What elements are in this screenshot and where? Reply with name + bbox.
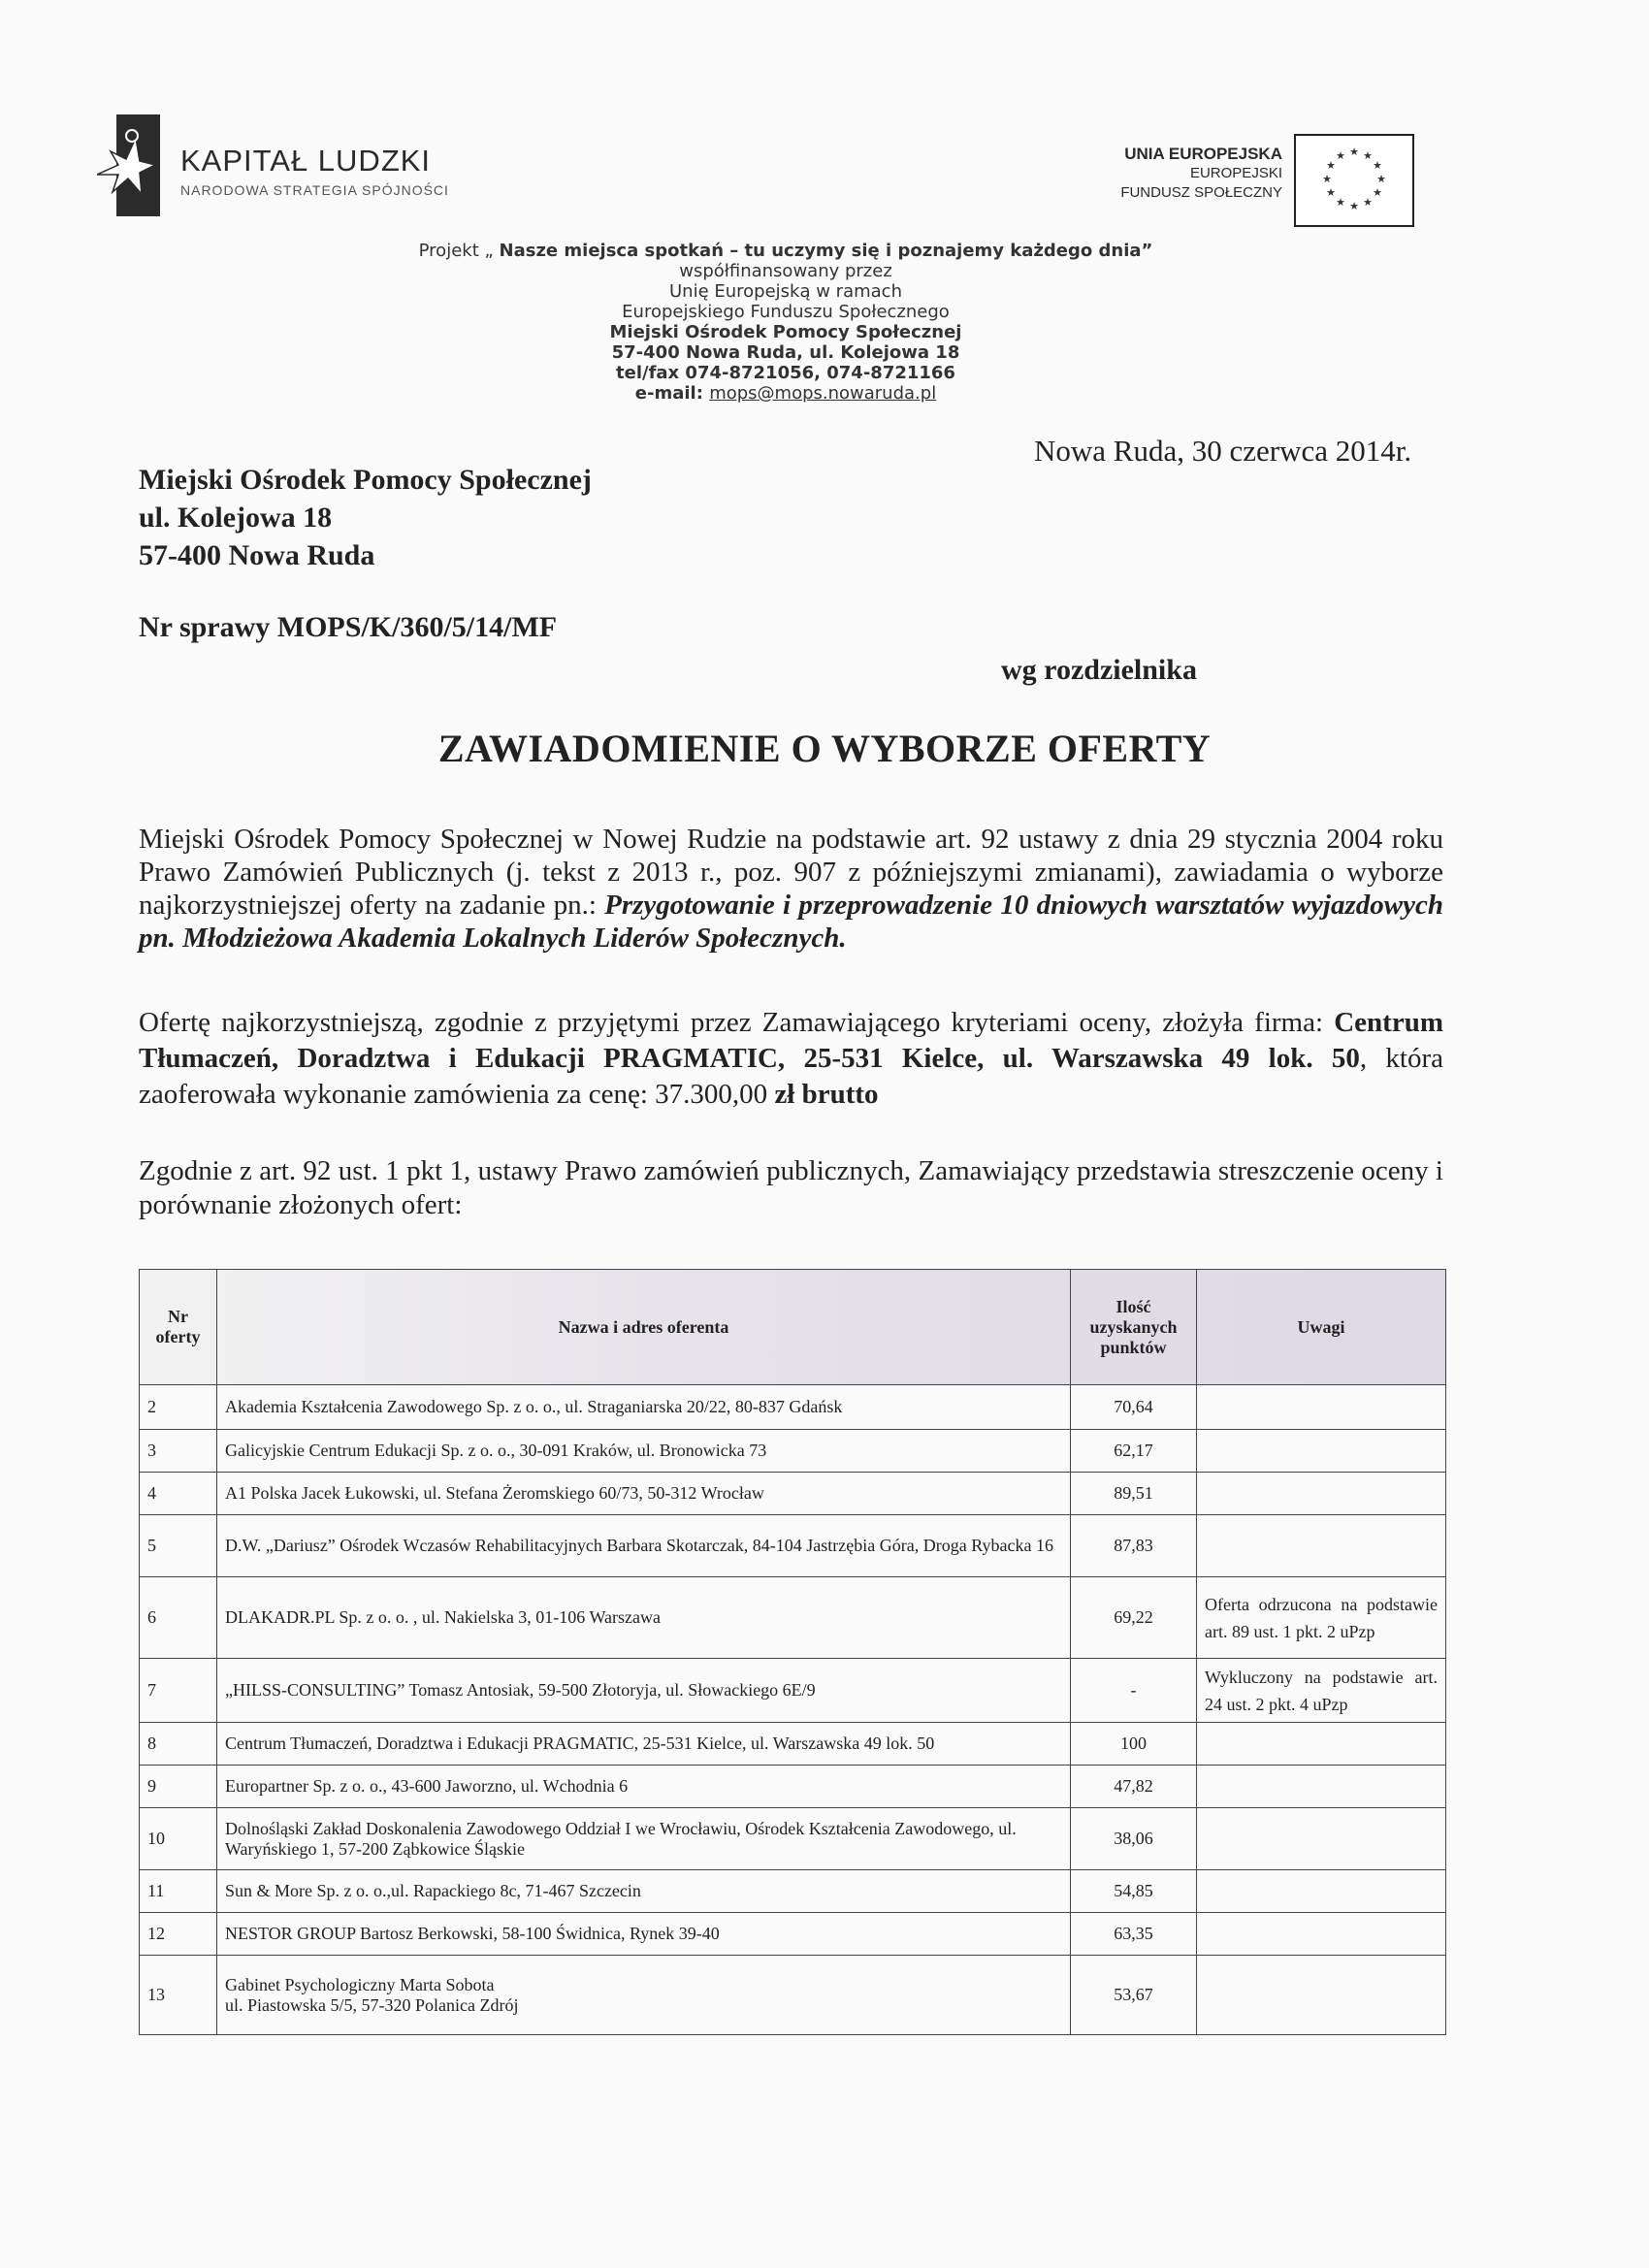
- svg-text:★: ★: [1336, 196, 1345, 209]
- cell-remarks: Oferta odrzucona na podstawie art. 89 ust. 1 pkt. 2 uPzp: [1197, 1577, 1446, 1659]
- cell-nr: 7: [140, 1659, 217, 1723]
- cell-remarks: [1197, 1913, 1446, 1956]
- cell-name: D.W. „Dariusz” Ośrodek Wczasów Rehabilitacyjnych Barbara Skotarczak, 84-104 Jastrzębia Góra, Droga Rybacka 16: [217, 1515, 1071, 1577]
- table-row: [140, 1430, 1446, 1473]
- logo-title: KAPITAŁ LUDZKI: [180, 144, 432, 178]
- eu-caption: [1120, 144, 1282, 203]
- offers-table: [139, 1269, 1446, 2035]
- eu-line-3: FUNDUSZ SPOŁECZNY: [1120, 184, 1282, 201]
- cell-remarks: [1197, 1385, 1446, 1430]
- cell-nr: 12: [140, 1913, 217, 1956]
- paragraph-3: Zgodnie z art. 92 ust. 1 pkt 1, ustawy Prawo zamówień publicznych, Zamawiający przedstawia streszczenie oceny i porównanie złożonych ofert:: [139, 1155, 1443, 1220]
- eu-line-2: EUROPEJSKI: [1189, 165, 1282, 181]
- cell-points: 69,22: [1071, 1577, 1197, 1659]
- svg-text:★: ★: [1322, 173, 1332, 185]
- cell-name: Europartner Sp. z o. o., 43-600 Jaworzno, ul. Wchodnia 6: [217, 1766, 1071, 1808]
- cell-name: A1 Polska Jacek Łukowski, ul. Stefana Żeromskiego 60/73, 50-312 Wrocław: [217, 1473, 1071, 1515]
- cell-name: Akademia Kształcenia Zawodowego Sp. z o. o., ul. Straganiarska 20/22, 80-837 Gdańsk: [217, 1385, 1071, 1430]
- cell-nr: 13: [140, 1956, 217, 2035]
- project-line-4: Europejskiego Funduszu Społecznego: [622, 302, 950, 322]
- project-line-2: współfinansowany przez: [679, 261, 892, 281]
- logo-subtitle: NARODOWA STRATEGIA SPÓJNOŚCI: [180, 182, 449, 198]
- svg-text:★: ★: [1373, 186, 1382, 199]
- project-prefix: Projekt „: [418, 241, 500, 261]
- cell-nr: 11: [140, 1870, 217, 1913]
- svg-text:★: ★: [1326, 186, 1336, 199]
- cell-points: 53,67: [1071, 1956, 1197, 2035]
- cell-remarks: [1197, 1473, 1446, 1515]
- sender-city: 57-400 Nowa Ruda: [139, 539, 375, 571]
- cell-name: Dolnośląski Zakład Doskonalenia Zawodowego Oddział I we Wrocławiu, Ośrodek Kształcenia Zawodowego, ul. Waryńskiego 1, 57-200 Ząbkowice Śląskie: [217, 1808, 1071, 1870]
- project-title-line: [320, 241, 1251, 261]
- header-nr: Nr oferty: [140, 1270, 217, 1385]
- case-number: Nr sprawy MOPS/K/360/5/14/MF: [139, 611, 558, 643]
- sender-name: Miejski Ośrodek Pomocy Społecznej: [139, 464, 592, 496]
- cell-remarks: [1197, 1956, 1446, 2035]
- eu-flag-icon: [1294, 134, 1414, 227]
- table-row: [140, 1956, 1446, 2035]
- cell-nr: 8: [140, 1723, 217, 1766]
- table-row: [140, 1659, 1446, 1723]
- cell-remarks: [1197, 1870, 1446, 1913]
- cell-remarks: [1197, 1430, 1446, 1473]
- cell-nr: 5: [140, 1515, 217, 1577]
- header-points: Ilość uzyskanych punktów: [1071, 1270, 1197, 1385]
- cell-points: 89,51: [1071, 1473, 1197, 1515]
- task-name: Przygotowanie i przeprowadzenie 10 dniowych warsztatów wyjazdowych pn. Młodzieżowa Akademia Lokalnych Liderów Społecznych.: [139, 890, 1443, 954]
- cell-name: Galicyjskie Centrum Edukacji Sp. z o. o., 30-091 Kraków, ul. Bronowicka 73: [217, 1430, 1071, 1473]
- cell-points: 47,82: [1071, 1766, 1197, 1808]
- kapital-ludzki-logo-icon: [97, 114, 160, 216]
- cell-remarks: [1197, 1723, 1446, 1766]
- table-row: [140, 1515, 1446, 1577]
- cell-name: „HILSS-CONSULTING” Tomasz Antosiak, 59-500 Złotoryja, ul. Słowackiego 6E/9: [217, 1659, 1071, 1723]
- winning-company: Centrum Tłumaczeń, Doradztwa i Edukacji PRAGMATIC, 25-531 Kielce, ul. Warszawska 49 lok. 50: [139, 1007, 1443, 1074]
- project-title: Nasze miejsca spotkań – tu uczymy się i poznajemy każdego dnia”: [499, 241, 1153, 261]
- table-row: [140, 1473, 1446, 1515]
- paragraph-1-text: Miejski Ośrodek Pomocy Społecznej w Nowej Rudzie na podstawie art. 92 ustawy z dnia 29 stycznia 2004 roku Prawo Zamówień Publicznych (j. tekst z 2013 r., poz. 907 z późniejszymi zmianami), zawiadamia o wyborze najkorzystniejszej oferty na zadanie pn.:: [139, 824, 1443, 921]
- paragraph-1: [139, 823, 1443, 955]
- svg-text:★: ★: [1363, 149, 1373, 162]
- cell-remarks: [1197, 1808, 1446, 1870]
- cell-name: DLAKADR.PL Sp. z o. o. , ul. Nakielska 3, 01-106 Warszawa: [217, 1577, 1071, 1659]
- header-name: Nazwa i adres oferenta: [217, 1270, 1071, 1385]
- cell-nr: 2: [140, 1385, 217, 1430]
- cell-name: Centrum Tłumaczeń, Doradztwa i Edukacji PRAGMATIC, 25-531 Kielce, ul. Warszawska 49 lok. 50: [217, 1723, 1071, 1766]
- cell-remarks: Wykluczony na podstawie art. 24 ust. 2 pkt. 4 uPzp: [1197, 1659, 1446, 1723]
- table-row: [140, 1385, 1446, 1430]
- svg-text:★: ★: [1376, 173, 1386, 185]
- cell-nr: 10: [140, 1808, 217, 1870]
- cell-points: 87,83: [1071, 1515, 1197, 1577]
- email-link[interactable]: mops@mops.nowaruda.pl: [709, 383, 937, 404]
- cell-remarks: [1197, 1766, 1446, 1808]
- cell-points: 100: [1071, 1723, 1197, 1766]
- svg-text:★: ★: [1336, 149, 1345, 162]
- table-row: [140, 1766, 1446, 1808]
- cell-nr: 9: [140, 1766, 217, 1808]
- eu-line-1: UNIA EUROPEJSKA: [1124, 145, 1282, 163]
- svg-text:★: ★: [1349, 146, 1359, 158]
- svg-text:★: ★: [1326, 159, 1336, 172]
- cell-points: 62,17: [1071, 1430, 1197, 1473]
- project-email-line: [320, 383, 1251, 404]
- project-header: [320, 241, 1251, 404]
- cell-points: 70,64: [1071, 1385, 1197, 1430]
- cell-points: 38,06: [1071, 1808, 1197, 1870]
- table-row: [140, 1870, 1446, 1913]
- project-line-6: 57-400 Nowa Ruda, ul. Kolejowa 18: [611, 342, 960, 363]
- sender-street: ul. Kolejowa 18: [139, 502, 333, 534]
- paragraph-2-text-2: , która zaoferowała wykonanie zamówienia za cenę: 37.300,00: [139, 1043, 1443, 1110]
- paragraph-2-text-1: Ofertę najkorzystniejszą, zgodnie z przyjętymi przez Zamawiającego kryteriami oceny, złożyła firma:: [139, 1007, 1335, 1038]
- cell-name: NESTOR GROUP Bartosz Berkowski, 58-100 Świdnica, Rynek 39-40: [217, 1913, 1071, 1956]
- cell-nr: 6: [140, 1577, 217, 1659]
- project-line-3: Unię Europejską w ramach: [669, 281, 902, 302]
- recipient: wg rozdzielnika: [1001, 654, 1197, 686]
- cell-remarks: [1197, 1515, 1446, 1577]
- svg-text:★: ★: [1349, 200, 1359, 212]
- project-line-5: Miejski Ośrodek Pomocy Społecznej: [609, 322, 962, 342]
- cell-nr: 3: [140, 1430, 217, 1473]
- svg-text:★: ★: [1363, 196, 1373, 209]
- table-row: [140, 1577, 1446, 1659]
- document-title: ZAWIADOMIENIE O WYBORZE OFERTY: [437, 727, 1212, 770]
- table-header-row: [140, 1270, 1446, 1385]
- cell-points: 63,35: [1071, 1913, 1197, 1956]
- header-remarks: Uwagi: [1197, 1270, 1446, 1385]
- price-suffix: zł brutto: [774, 1079, 879, 1110]
- svg-text:★: ★: [1373, 159, 1382, 172]
- table-row: [140, 1808, 1446, 1870]
- email-label: e-mail:: [634, 383, 710, 404]
- paragraph-2: [139, 1005, 1443, 1113]
- cell-points: 54,85: [1071, 1870, 1197, 1913]
- sender-address: [139, 461, 592, 574]
- cell-points: -: [1071, 1659, 1197, 1723]
- cell-name: Sun & More Sp. z o. o.,ul. Rapackiego 8c, 71-467 Szczecin: [217, 1870, 1071, 1913]
- cell-nr: 4: [140, 1473, 217, 1515]
- table-row: [140, 1723, 1446, 1766]
- project-line-7: tel/fax 074-8721056, 074-8721166: [616, 363, 955, 383]
- table-row: [140, 1913, 1446, 1956]
- cell-name: Gabinet Psychologiczny Marta Sobota ul. Piastowska 5/5, 57-320 Polanica Zdrój: [217, 1956, 1071, 2035]
- document-date: Nowa Ruda, 30 czerwca 2014r.: [1034, 434, 1412, 468]
